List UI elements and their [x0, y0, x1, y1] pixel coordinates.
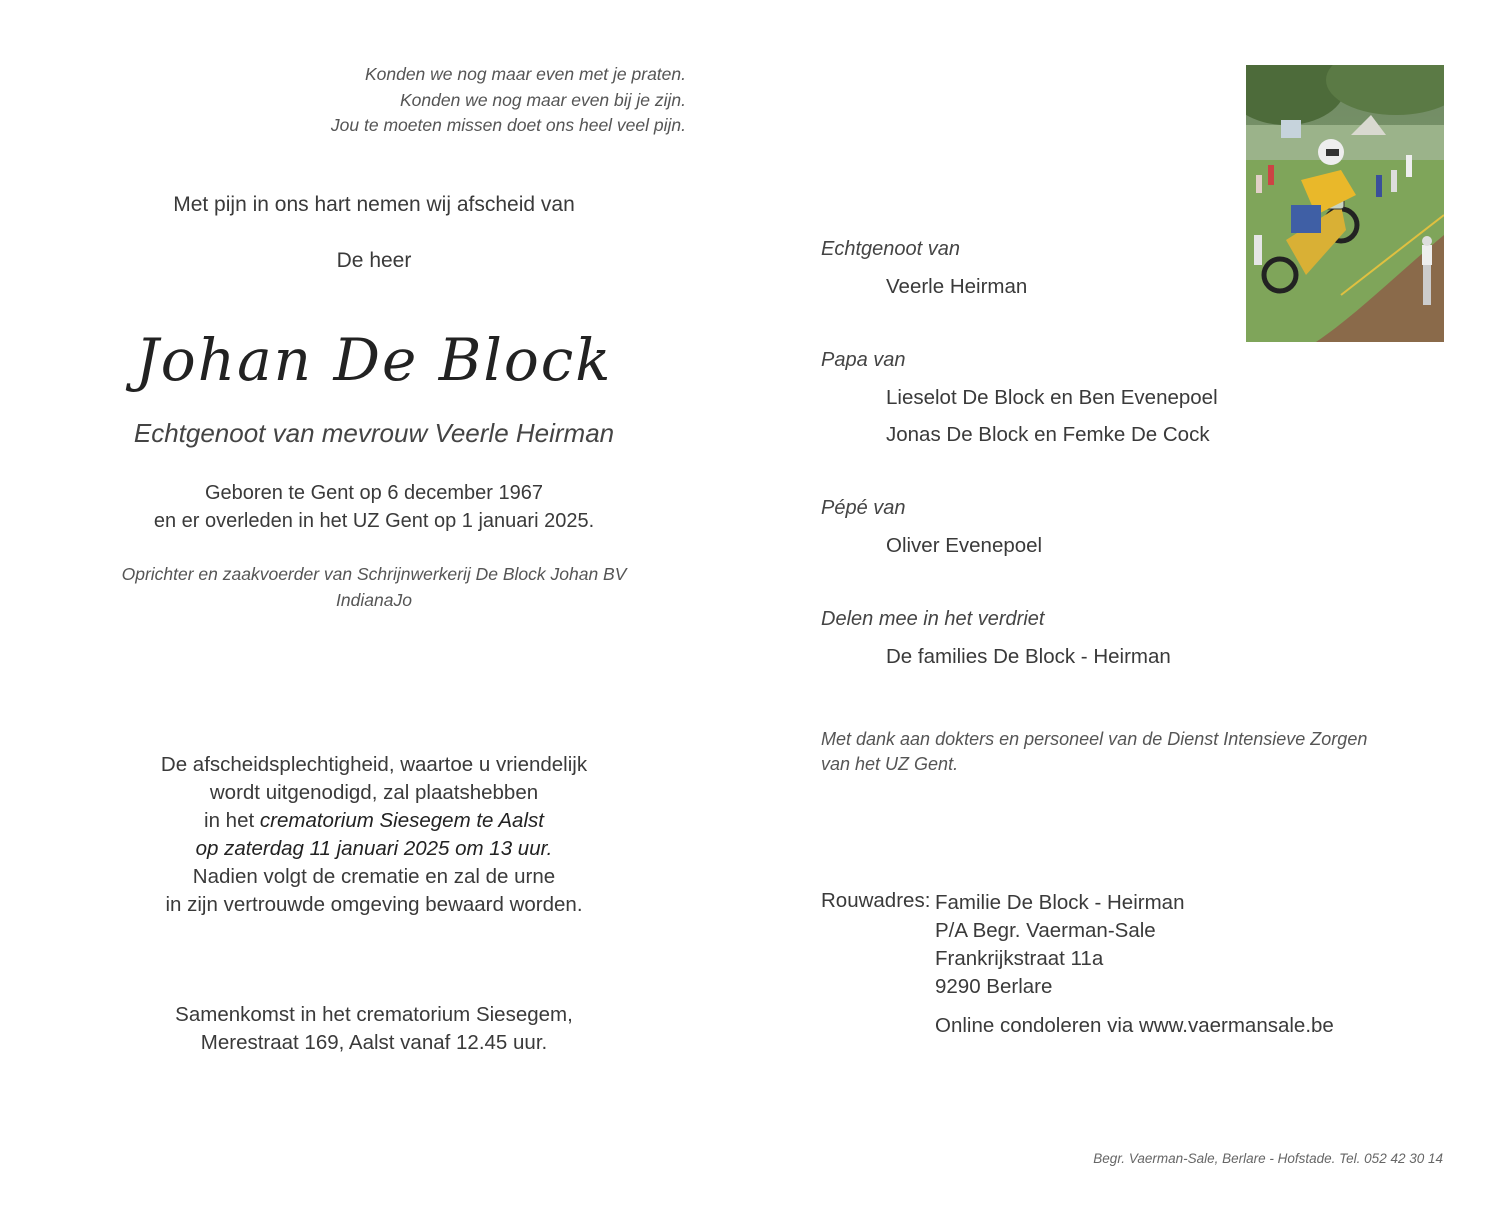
- spouse-label: Echtgenoot van: [821, 238, 960, 260]
- ceremony-location: crematorium Siesegem te Aalst: [259, 809, 544, 832]
- ceremony-info: [60, 751, 688, 919]
- thanks-note: [821, 727, 1421, 777]
- grandchild-label: Pépé van: [821, 497, 906, 519]
- ceremony-line-2: wordt uitgenodigd, zal plaatshebben: [209, 781, 539, 804]
- birth-death-info: [60, 479, 688, 535]
- ceremony-line-5: Nadien volgt de crematie en zal de urne: [192, 865, 556, 888]
- child-1: Lieselot De Block en Ben Evenepoel: [886, 386, 1218, 409]
- online-condolence: Online condoleren via www.vaermansale.be: [935, 1014, 1334, 1037]
- born-line-1: Geboren te Gent op 6 december 1967: [204, 482, 543, 504]
- ceremony-line-3-prefix: in het: [204, 809, 255, 832]
- poem-line-2: Konden we nog maar even bij je zijn.: [399, 89, 686, 110]
- gathering-line-2: Merestraat 169, Aalst vanaf 12.45 uur.: [200, 1031, 548, 1054]
- address-label: Rouwadres:: [821, 889, 931, 912]
- address-line-4: 9290 Berlare: [935, 975, 1053, 998]
- founder-line-1: Oprichter en zaakvoerder van Schrijnwerkerij De Block Johan BV: [121, 564, 627, 584]
- ceremony-line-6: in zijn vertrouwde omgeving bewaard worden.: [165, 893, 583, 916]
- ceremony-line-1: De afscheidsplechtigheid, waartoe u vriendelijk: [160, 753, 588, 776]
- gathering-line-1: Samenkomst in het crematorium Siesegem,: [175, 1003, 573, 1026]
- motocross-photo: [1246, 65, 1444, 342]
- mourning-address: [935, 889, 1184, 1001]
- spouse-name: Veerle Heirman: [886, 275, 1028, 298]
- salutation: De heer: [336, 249, 412, 272]
- poem-line-3: Jou te moeten missen doet ons heel veel pijn.: [330, 115, 686, 135]
- grandchild-1: Oliver Evenepoel: [886, 534, 1043, 557]
- grief-label: Delen mee in het verdriet: [821, 608, 1045, 630]
- deceased-name-signature: [60, 318, 688, 408]
- address-line-1: Familie De Block - Heirman: [935, 891, 1185, 914]
- intro-text: Met pijn in ons hart nemen wij afscheid van: [173, 193, 575, 216]
- grief-families: De families De Block - Heirman: [886, 645, 1171, 668]
- thanks-line-1: Met dank aan dokters en personeel van de Dienst Intensieve Zorgen: [821, 729, 1368, 749]
- motocross-photo-image: [1246, 65, 1444, 342]
- poem-line-1: Konden we nog maar even met je praten.: [364, 64, 686, 84]
- founder-line-2: IndianaJo: [336, 589, 412, 610]
- funeral-home-footer: Begr. Vaerman-Sale, Berlare - Hofstade. Tel. 052 42 30 14: [1093, 1151, 1443, 1166]
- deceased-name-text: Johan De Block: [135, 326, 613, 394]
- address-line-2: P/A Begr. Vaerman-Sale: [935, 919, 1156, 942]
- thanks-line-2: van het UZ Gent.: [821, 754, 959, 774]
- ceremony-date-text: op zaterdag 11 januari 2025 om 13 uur.: [195, 837, 553, 860]
- deceased-name: [60, 318, 688, 408]
- poem: [290, 62, 686, 139]
- children-label: Papa van: [821, 349, 906, 371]
- spouse-line: Echtgenoot van mevrouw Veerle Heirman: [133, 418, 615, 448]
- address-line-3: Frankrijkstraat 11a: [935, 947, 1104, 970]
- ceremony-date: [60, 835, 688, 863]
- child-2: Jonas De Block en Femke De Cock: [886, 423, 1210, 446]
- gathering-info: [60, 1001, 688, 1057]
- born-line-2: en er overleden in het UZ Gent op 1 januari 2025.: [153, 510, 595, 532]
- ceremony-line-3: [60, 807, 688, 835]
- founder-info: [60, 562, 688, 613]
